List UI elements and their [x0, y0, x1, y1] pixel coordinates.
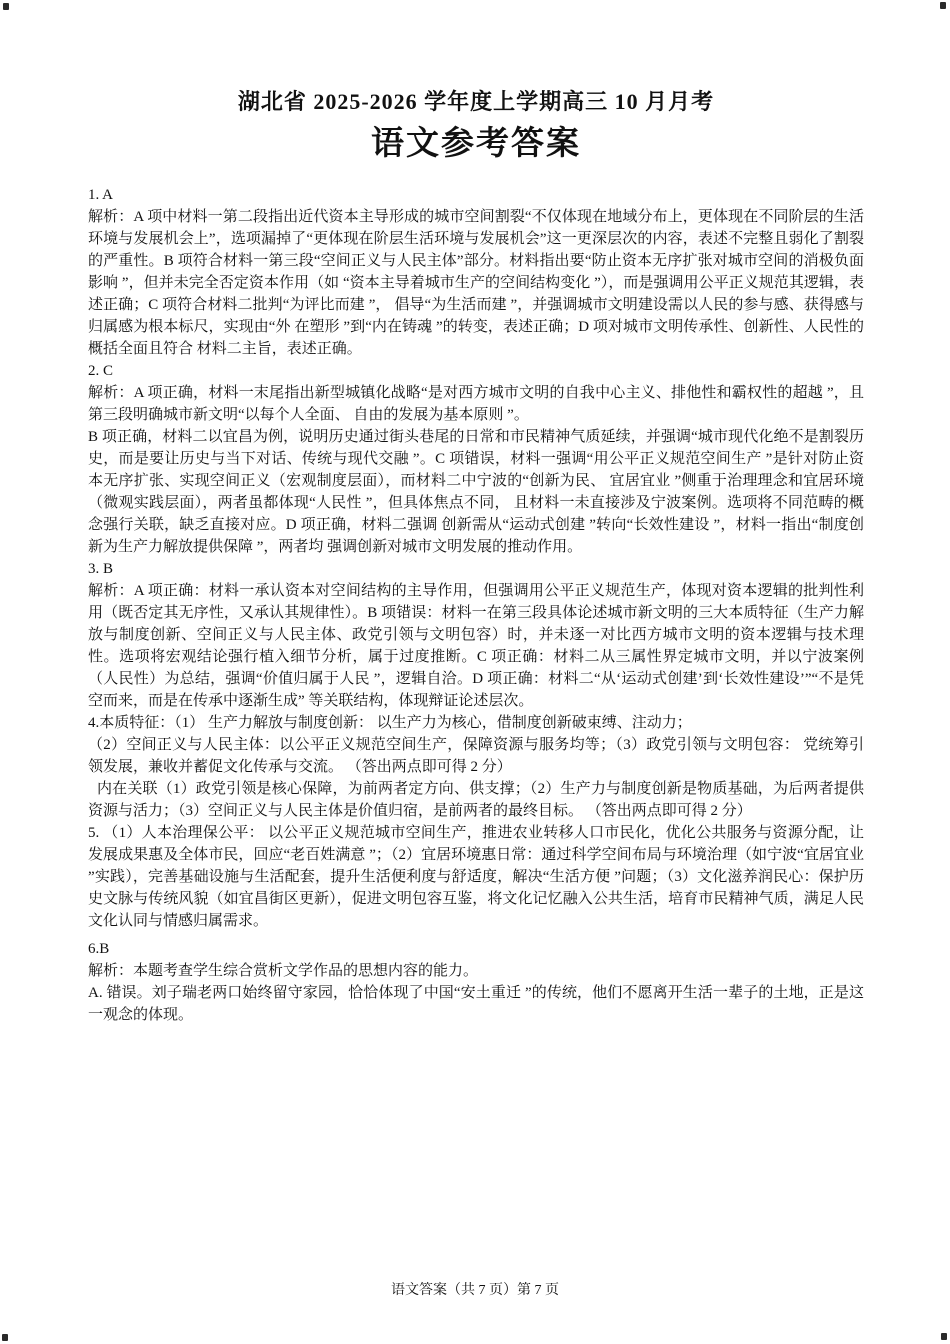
answer-2-analysis-part2: B 项正确，材料二以宜昌为例，说明历史通过街头巷尾的日常和市民精神气质延续，并强调“城市现代化绝不是割裂历史，而是要让历史与当下对话、传统与现代交融 ”。C 项错误，材料一强调“用公平正义规范空间生产 ”是针对防止资本无序扩张、实现空间正义（宏观制度层面），而材料二中宁波的“创新为民、 宜居宜业 ”侧重于治理理念和宜居环境（微观实践层面），两者虽都体现“人民性 ”，但具体焦点不同， 且材料一未直接涉及宁波案例。选项将不同范畴的概念强行关联，缺乏直接对应。D 项正确，材料二强调 创新需从“运动式创建 ”转向“长效性建设 ”，材料一指出“制度创新为生产力解放提供保障 ”，两者均 强调创新对城市文明发展的推动作用。 [88, 429, 864, 555]
document-body [88, 184, 864, 1026]
scan-artifact-top-left [3, 3, 9, 10]
answer-3-analysis: 解析：A 项正确：材料一承认资本对空间结构的主导作用，但强调用公平正义规范生产，体现对资本逻辑的批判性利用（既否定其无序性，又承认其规律性）。B 项错误：材料一在第三段具体论述城市新文明的三大本质特征（生产力解放与制度创新、空间正义与人民主体、政党引领与文明包容）时，并未逐一对比西方城市文明的资本逻辑与技术理性。选项将宏观结论强行植入细节分析，属于过度推断。C 项正确：材料二从三属性界定城市文明，并以宁波案例（人民性）为总结，强调“价值归属于人民 ”，逻辑自洽。D 项正确：材料二“从‘运动式创建’到‘长效性建设’”“不是凭空而来，而是在传承中逐渐生成” 等关联结构，体现辩证论述层次。 [88, 583, 864, 709]
answer-1-label: 1. A [88, 187, 114, 203]
answer-2-analysis-part1: 解析：A 项正确，材料一末尾指出新型城镇化战略“是对西方城市文明的自我中心主义、排他性和霸权性的超越 ”，且第三段明确城市新文明“以每个人全面、 自由的发展为基本原则 ”。 [88, 385, 864, 423]
answer-1-analysis: 解析：A 项中材料一第二段指出近代资本主导形成的城市空间割裂“不仅体现在地域分布上，更体现在不同阶层的生活环境与发展机会上”，选项漏掉了“更体现在阶层生活环境与发展机会”这一更深层次的内容，表述不完整且弱化了割裂的严重性。B 项符合材料一第三段“空间正义与人民主体”部分。材料指出要“防止资本无序扩张对城市空间的消极负面影响 ”，但并未完全否定资本作用（如 “资本主导着城市生产的空间结构变化 ”），而是强调用公平正义规范其逻辑，表述正确；C 项符合材料二批判“为评比而建 ”， 倡导“为生活而建 ”，并强调城市文明建设需以人民的参与感、获得感与归属感为根本标尺，实现由“外 在塑形 ”到“内在铸魂 ”的转变，表述正确；D 项对城市文明传承性、创新性、人民性的概括全面且符合 材料二主旨，表述正确。 [88, 209, 864, 357]
answer-2-label: 2. C [88, 363, 114, 379]
answer-4-features: 4.本质特征：（1） 生产力解放与制度创新： 以生产力为核心，借制度创新破束缚、注动力； [88, 715, 692, 731]
scan-artifact-top-right [940, 2, 946, 9]
scan-artifact-bottom-left [2, 1334, 8, 1341]
answer-6-analysis-optionA: A. 错误。刘子瑞老两口始终留守家园，恰恰体现了中国“安土重迁 ”的传统，他们不愿离开生活一辈子的土地，正是这一观念的体现。 [88, 985, 864, 1023]
answer-6-label: 6.B [88, 941, 110, 957]
page-subtitle: 语文参考答案 [371, 126, 581, 162]
answer-5-text: 5. （1）人本治理保公平： 以公平正义规范城市空间生产，推进农业转移人口市民化，优化公共服务与资源分配，让发展成果惠及全体市民，回应“老百姓满意 ”；（2）宜居环境惠日常：通过科学空间布局与环境治理（如宁波“宜居宜业 ”实践），完善基础设施与生活配套，提升生活便利度与舒适度，解决“生活方便 ”问题；（3）文化滋养润民心：保护历史文脉与传统风貌（如宜昌街区更新），促进文明包容互鉴，将文化记忆融入公共生活，培育市民精神气质，满足人民文化认同与情感归属需求。 [88, 825, 864, 929]
scan-artifact-bottom-right [941, 1333, 947, 1340]
answer-4-internal-relation: 内在关联（1）政党引领是核心保障，为前两者定方向、供支撑；（2）生产力与制度创新是物质基础，为后两者提供资源与活力；（3）空间正义与人民主体是价值归宿，是前两者的最终目标。 （答出两点即可得 2 分） [88, 781, 864, 819]
answer-6-analysis-intro: 解析：本题考查学生综合赏析文学作品的思想内容的能力。 [88, 963, 479, 979]
page-footer: 语文答案（共 7 页）第 7 页 [391, 1283, 559, 1298]
answer-3-label: 3. B [88, 561, 114, 577]
page-title: 湖北省 2025-2026 学年度上学期高三 10 月月考 [237, 89, 715, 114]
answer-4-features-continued: （2）空间正义与人民主体：以公平正义规范空间生产，保障资源与服务均等；（3）政党引领与文明包容： 党统筹引领发展，兼收并蓄促文化传承与交流。 （答出两点即可得 2 分） [88, 737, 864, 775]
